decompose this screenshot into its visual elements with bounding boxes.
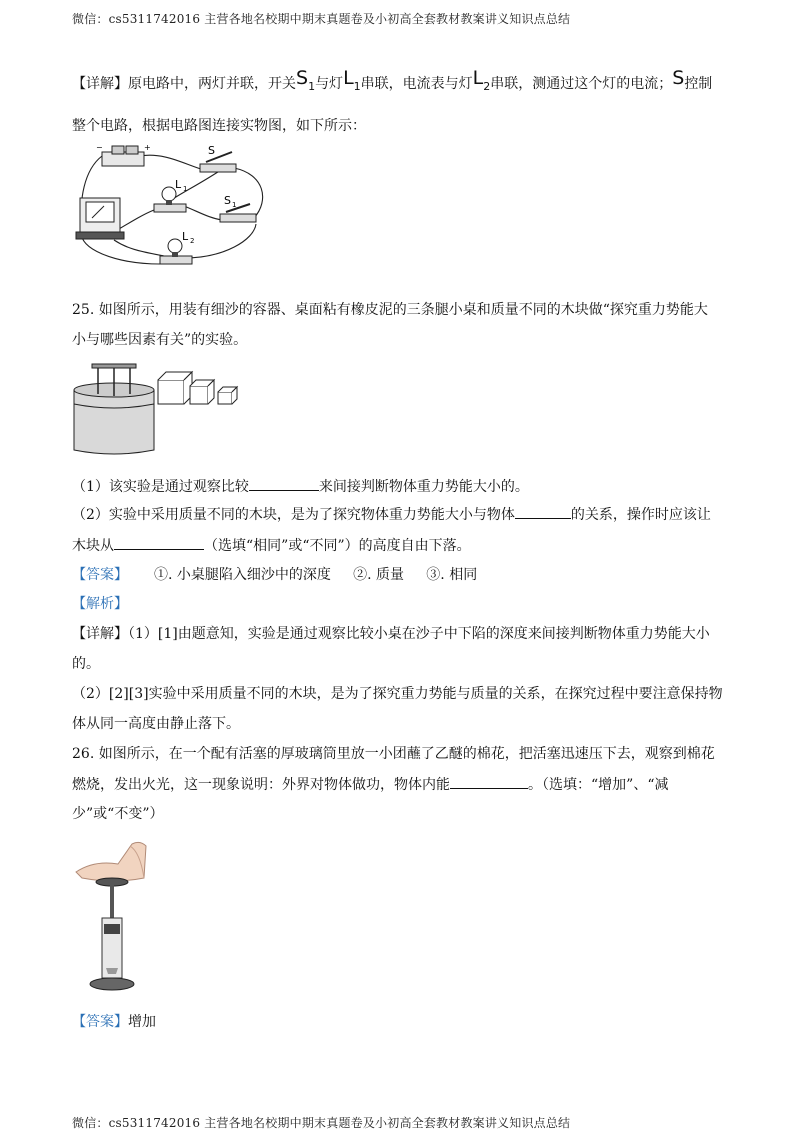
answer-text: ①. 小桌腿陷入细沙中的深度 ②. 质量 ③. 相同	[154, 567, 478, 583]
q25-detail-1	[72, 624, 710, 644]
q24-detail-line1	[72, 67, 713, 95]
text: 来间接判断物体重力势能大小的。	[318, 479, 529, 495]
sand-container-figure	[72, 360, 244, 458]
q25-stem-line1: 25. 如图所示，用装有细沙的容器、桌面粘有橡皮泥的三条腿小桌和质量不同的木块做“探究重力势能大	[72, 302, 708, 318]
text: 燃烧，发出火光，这一现象说明：外界对物体做功，物体内能	[72, 777, 450, 793]
q25-sub2	[72, 504, 711, 525]
text: 与灯	[315, 76, 344, 92]
text: 串联，测通过这个灯的电流；	[490, 76, 673, 92]
ammeter-icon	[76, 198, 124, 239]
lamp-l1-label: L	[175, 178, 182, 191]
switch-s-symbol: S	[672, 67, 685, 89]
switch-s1-label: S	[224, 194, 231, 207]
q25-analysis-tag: 【解析】	[72, 596, 128, 612]
lamp-l1-sub: 1	[183, 185, 188, 193]
detail-tag: 【详解】	[72, 76, 128, 92]
q25-answer	[72, 565, 477, 585]
subscript: 1	[308, 80, 316, 93]
text: （1）[1]由题意知，实验是通过观察比较小桌在沙子中下陷的深度来间接判断物体重力势能大小	[128, 626, 710, 642]
answer-blank-4[interactable]	[450, 774, 528, 789]
lamp-l2-symbol: L	[472, 67, 484, 89]
page-footer: 微信：cs5311742016 主营各地名校期中期末真题卷及小初高全套教材教案讲义知识点总结	[72, 1116, 571, 1130]
piston-cylinder-figure	[74, 838, 154, 996]
q25-detail-2b: 体从同一高度由静止落下。	[72, 716, 240, 732]
q25-sub1	[72, 476, 529, 497]
q26-stem-line3: 少”或“不变”）	[72, 806, 164, 822]
text: 的关系，操作时应该让	[570, 507, 711, 523]
switch-s-label: S	[208, 144, 215, 157]
subscript: 1	[353, 80, 361, 93]
page-header: 微信：cs5311742016 主营各地名校期中期末真题卷及小初高全套教材教案讲义知识点总结	[72, 12, 571, 26]
text: 。（选填：“增加”、“减	[528, 777, 669, 793]
text: 串联，电流表与灯	[360, 76, 473, 92]
answer-text: 增加	[128, 1014, 156, 1030]
battery-icon	[102, 146, 144, 166]
text: （2）实验中采用质量不同的木块，是为了探究物体重力势能大小与物体	[72, 507, 515, 523]
text: 控制	[684, 76, 713, 92]
q24-detail-line2: 整个电路，根据电路图连接实物图，如下所示：	[72, 118, 366, 134]
plus-label: +	[144, 143, 151, 152]
text: （选填“相同”或“不同”）的高度自由下落。	[204, 538, 471, 554]
text: 木块从	[72, 538, 114, 554]
q25-detail-1b: 的。	[72, 656, 100, 672]
switch-s1-sub: 1	[232, 201, 237, 209]
wood-blocks	[158, 372, 237, 404]
answer-blank-3[interactable]	[114, 535, 204, 550]
q26-stem-line2	[72, 774, 668, 795]
circuit-diagram	[74, 140, 274, 272]
answer-blank-2[interactable]	[515, 504, 571, 519]
switch-s1-symbol: S	[296, 67, 309, 89]
detail-tag: 【详解】	[72, 626, 128, 642]
text: 原电路中，两灯并联，开关	[128, 76, 296, 92]
q25-stem-line2: 小与哪些因素有关”的实验。	[72, 332, 248, 348]
q25-sub2-cont	[72, 535, 471, 556]
answer-tag: 【答案】	[72, 1014, 128, 1030]
q25-detail-2: （2）[2][3]实验中采用质量不同的木块，是为了探究重力势能与质量的关系，在探究过程中要注意保持物	[72, 686, 723, 702]
text: （1）该实验是通过观察比较	[72, 479, 249, 495]
q26-answer	[72, 1012, 156, 1032]
answer-blank-1[interactable]	[249, 476, 319, 491]
q26-stem-line1: 26. 如图所示，在一个配有活塞的厚玻璃筒里放一小团蘸了乙醚的棉花，把活塞迅速压下去，观察到棉花	[72, 746, 715, 762]
lamp-l1-icon	[154, 187, 186, 212]
lamp-l2-sub: 2	[190, 237, 195, 245]
answer-tag: 【答案】	[72, 567, 128, 583]
lamp-l2-label: L	[182, 230, 189, 243]
lamp-l1-symbol: L	[343, 67, 354, 89]
subscript: 2	[483, 80, 491, 93]
minus-label: −	[96, 143, 103, 152]
switch-s-icon	[200, 152, 236, 172]
